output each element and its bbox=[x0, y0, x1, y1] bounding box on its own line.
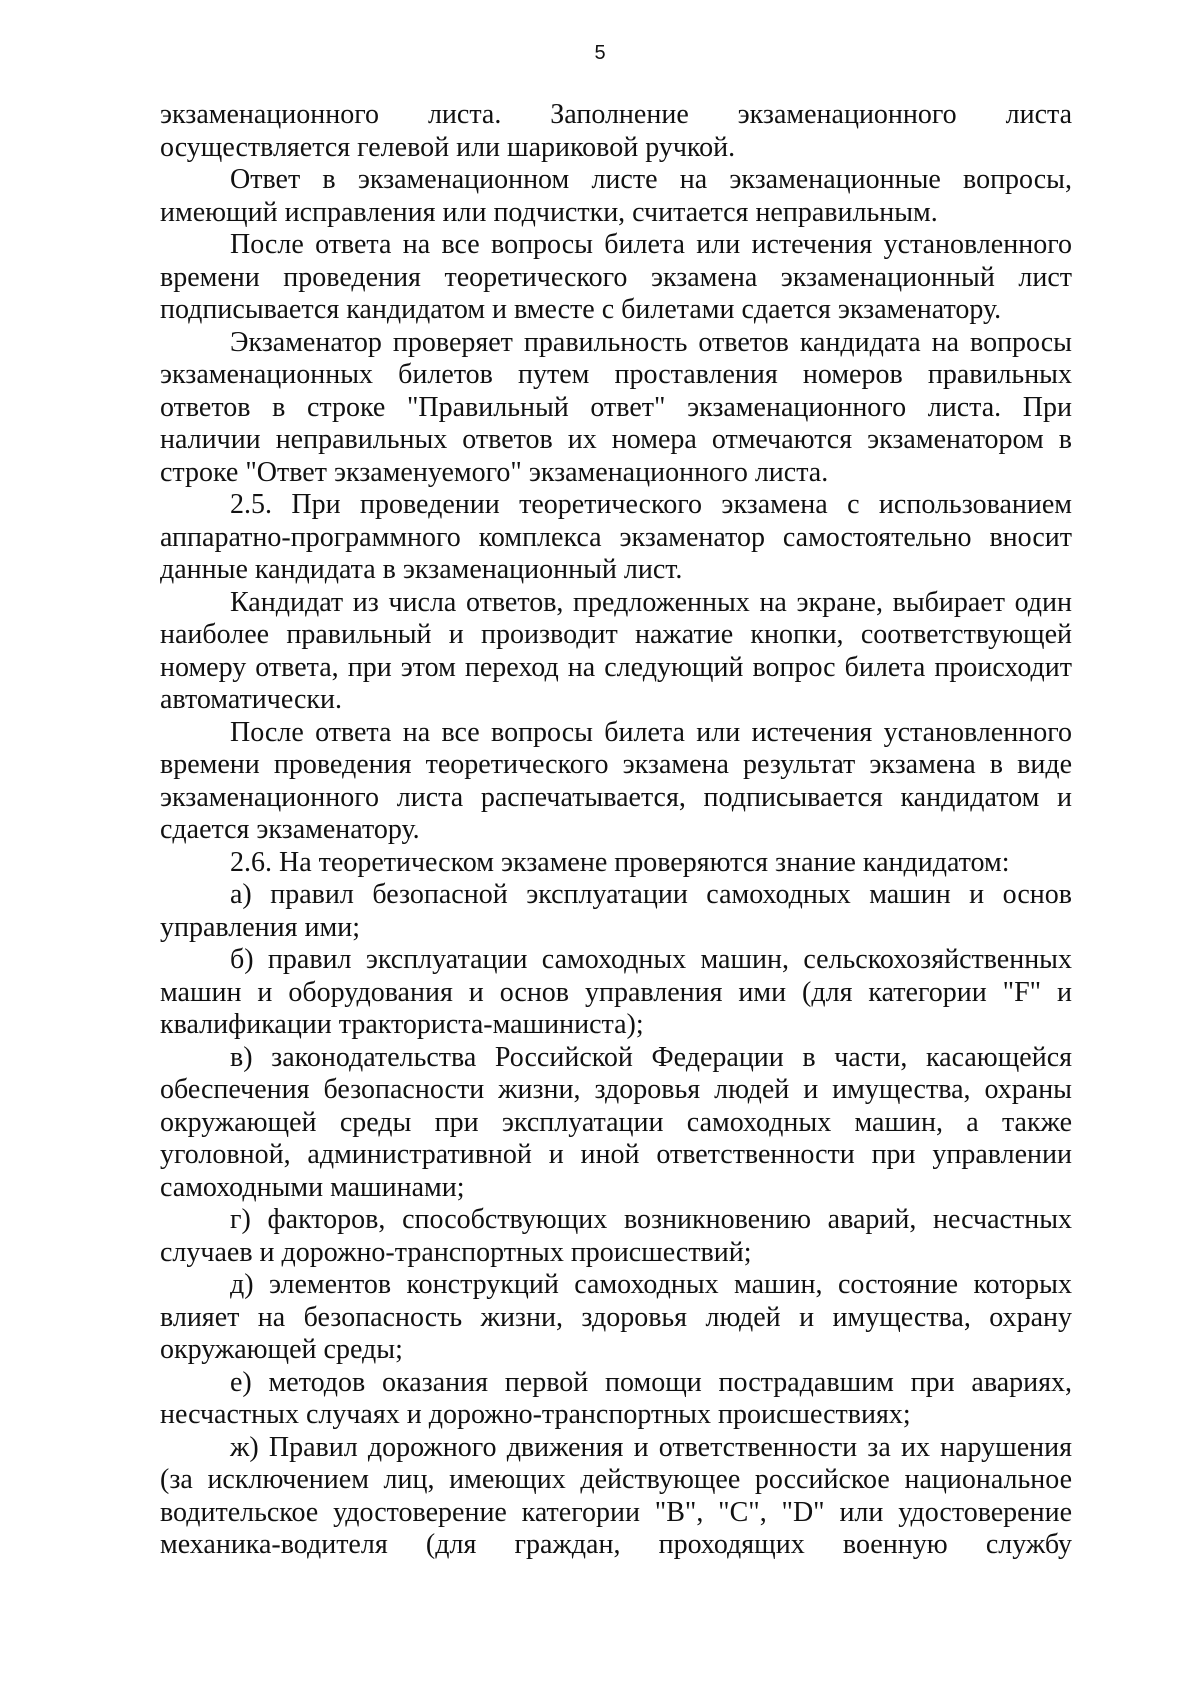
paragraph-2-5: 2.5. При проведении теоретического экзамена с использованием аппаратно-программного комплекса экзаменатор самостоятельно вносит данные кандидата в экзаменационный лист. bbox=[160, 489, 1072, 585]
document-body bbox=[160, 99, 1072, 1562]
list-item-a: а) правил безопасной эксплуатации самоходных машин и основ управления ими; bbox=[160, 879, 1072, 943]
list-item-v: в) законодательства Российской Федерации в части, касающейся обеспечения безопасности жизни, здоровья людей и имущества, охраны окружающей среды при эксплуатации самоходных машин, а также уголовной, административной и иной ответственности при управлении самоходными машинами; bbox=[160, 1041, 1072, 1203]
list-item-e: е) методов оказания первой помощи пострадавшим при авариях, несчастных случаях и дорожно-транспортных происшествиях; bbox=[160, 1366, 1072, 1430]
paragraph-answer-corrections: Ответ в экзаменационном листе на экзаменационные вопросы, имеющий исправления или подчистки, считается неправильным. bbox=[160, 164, 1072, 228]
paragraph-sheet-signing: После ответа на все вопросы билета или истечения установленного времени проведения теоретического экзамена экзаменационный лист подписывается кандидатом и вместе с билетами сдается экзаменатору. bbox=[160, 229, 1072, 325]
list-item-zh: ж) Правил дорожного движения и ответственности за их нарушения (за исключением лиц, имеющих действующее российское национальное водительское удостоверение категории "B", "C", "D" или удостоверение механика-водителя (для граждан, проходящих военную службу bbox=[160, 1431, 1072, 1560]
paragraph-continuation: экзаменационного листа. Заполнение экзаменационного листа осуществляется гелевой или шариковой ручкой. bbox=[160, 99, 1072, 163]
paragraph-2-6: 2.6. На теоретическом экзамене проверяются знание кандидатом: bbox=[230, 846, 1010, 878]
list-item-d: д) элементов конструкций самоходных машин, состояние которых влияет на безопасность жизни, здоровья людей и имущества, охрану окружающей среды; bbox=[160, 1269, 1072, 1365]
list-item-b: б) правил эксплуатации самоходных машин, сельскохозяйственных машин и оборудования и основ управления ими (для категории "F" и квалификации тракториста-машиниста); bbox=[160, 944, 1072, 1040]
paragraph-candidate-answer: Кандидат из числа ответов, предложенных на экране, выбирает один наиболее правильный и производит нажатие кнопки, соответствующей номеру ответа, при этом переход на следующий вопрос билета происходит автоматически. bbox=[160, 586, 1072, 715]
list-item-g: г) факторов, способствующих возникновению аварий, несчастных случаев и дорожно-транспортных происшествий; bbox=[160, 1204, 1072, 1268]
paragraph-examiner-check: Экзаменатор проверяет правильность ответов кандидата на вопросы экзаменационных билетов путем проставления номеров правильных ответов в строке "Правильный ответ" экзаменационного листа. При наличии неправильных ответов их номера отмечаются экзаменатором в строке "Ответ экзаменуемого" экзаменационного листа. bbox=[160, 326, 1072, 488]
paragraph-result-printing: После ответа на все вопросы билета или истечения установленного времени проведения теоретического экзамена результат экзамена в виде экзаменационного листа распечатывается, подписывается кандидатом и сдается экзаменатору. bbox=[160, 716, 1072, 845]
page-number: 5 bbox=[594, 42, 606, 64]
